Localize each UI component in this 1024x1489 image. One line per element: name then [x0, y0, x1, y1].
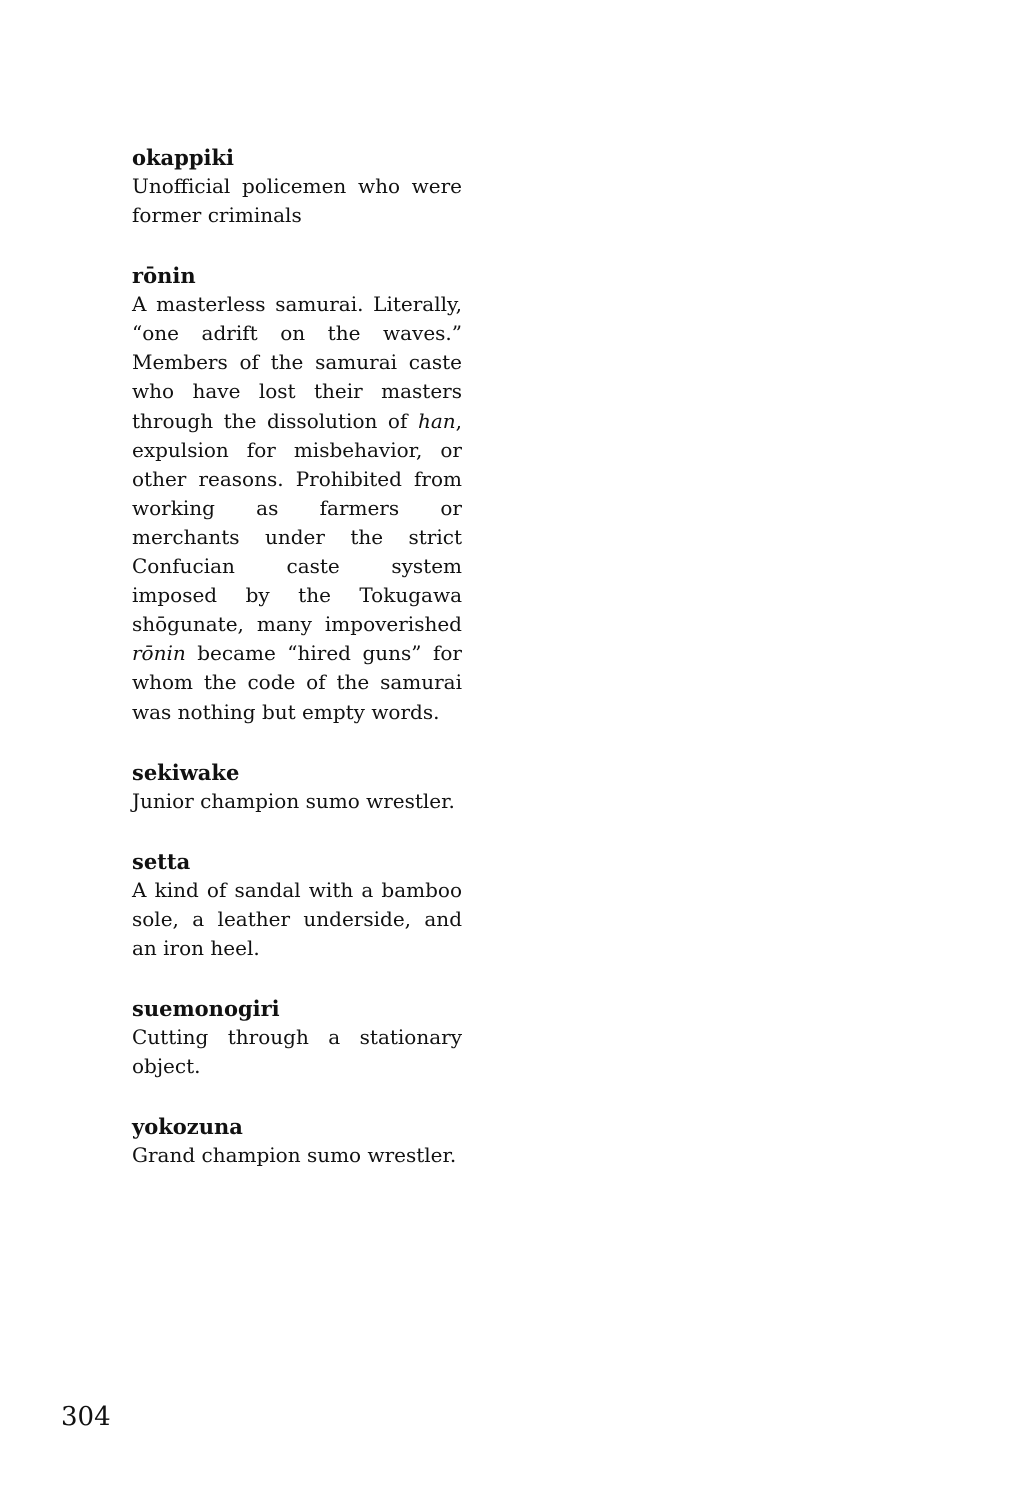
- glossary-term: sekiwake: [132, 759, 240, 785]
- definition-text: , expulsion for misbehavior, or other reasons. Prohibited from working as farmers or merchants under the strict Confucian caste system imposed by the Tokugawa shōgunate, many impoverished: [132, 408, 462, 637]
- definition-text: Junior champion sumo wrestler.: [132, 788, 455, 813]
- glossary-term: setta: [132, 848, 191, 874]
- definition-text: Grand champion sumo wrestler.: [132, 1143, 457, 1168]
- glossary-definition: [132, 787, 462, 816]
- glossary-definition: [132, 876, 462, 963]
- definition-text: became “hired guns” for whom the code of the samurai was nothing but empty words.: [132, 641, 462, 724]
- glossary-entry-yokozuna: [132, 1112, 462, 1170]
- glossary-term: rōnin: [132, 263, 196, 289]
- definition-text: A masterless samurai. Literally, “one adrift on the waves.” Members of the samurai caste who have lost their masters through the dissolution of: [132, 292, 462, 433]
- page-number: 304: [61, 1402, 111, 1432]
- glossary-definition: [132, 290, 462, 726]
- glossary-definition: [132, 1023, 462, 1081]
- definition-text: Unofficial policemen who were former criminals: [132, 174, 462, 228]
- glossary-term: suemonogiri: [132, 995, 280, 1021]
- glossary-definition: [132, 1141, 462, 1170]
- definition-text: Cutting through a stationary object.: [132, 1024, 462, 1079]
- italic-term-ronin: rōnin: [132, 641, 186, 666]
- glossary-entry-suemonogiri: [132, 994, 462, 1081]
- glossary-definition: [132, 172, 462, 230]
- glossary-entry-okappiki: [132, 143, 462, 230]
- glossary-term: yokozuna: [132, 1114, 243, 1140]
- glossary-entry-ronin: [132, 261, 462, 726]
- definition-text: A kind of sandal with a bamboo sole, a leather underside, and an iron heel.: [132, 877, 462, 960]
- glossary-column: [132, 143, 462, 1201]
- glossary-term: okappiki: [132, 145, 235, 170]
- italic-term-han: han: [417, 408, 456, 433]
- glossary-entry-sekiwake: [132, 758, 462, 816]
- glossary-entry-setta: [132, 847, 462, 963]
